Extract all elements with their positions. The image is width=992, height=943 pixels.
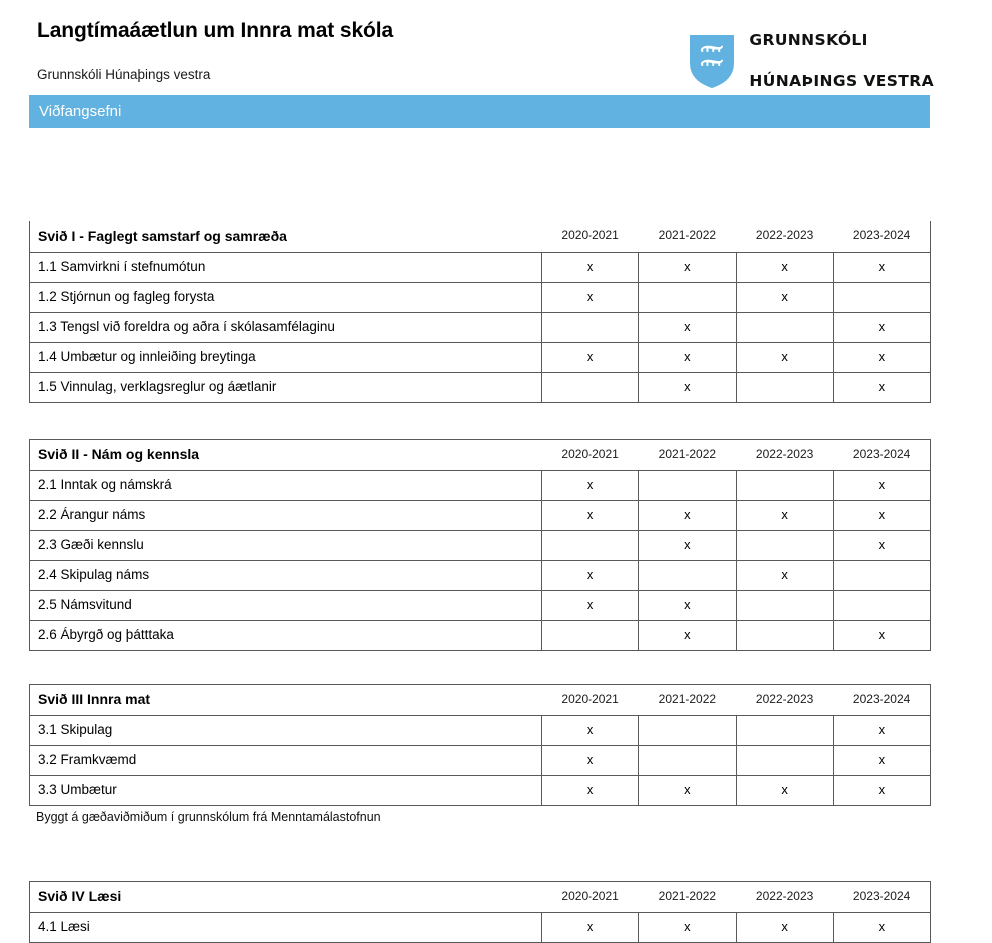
row-label: 4.1 Læsi <box>30 912 542 942</box>
mark-cell: x <box>833 342 930 372</box>
column-header-year-3: 2022-2023 <box>736 221 833 252</box>
column-header-year-2: 2021-2022 <box>639 684 736 715</box>
table-row <box>30 500 931 530</box>
column-header-year-4: 2023-2024 <box>833 439 930 470</box>
column-header-year-3: 2022-2023 <box>736 439 833 470</box>
section-table-1 <box>29 221 931 403</box>
mark-cell <box>639 745 736 775</box>
logo-line-1: GRUNNSKÓLI <box>749 31 868 50</box>
section-table-2 <box>29 439 931 651</box>
mark-cell <box>736 620 833 650</box>
mark-cell: x <box>833 500 930 530</box>
footnote: Byggt á gæðaviðmiðum í grunnskólum frá Menntamálastofnun <box>36 809 381 824</box>
mark-cell: x <box>736 500 833 530</box>
table-row <box>30 372 931 402</box>
row-label: 2.2 Árangur náms <box>30 500 542 530</box>
mark-cell: x <box>542 252 639 282</box>
section-title: Svið III Innra mat <box>30 684 542 715</box>
row-label: 2.5 Námsvitund <box>30 590 542 620</box>
mark-cell <box>833 560 930 590</box>
section-header-row <box>30 881 931 912</box>
mark-cell: x <box>542 912 639 942</box>
table-row <box>30 282 931 312</box>
mark-cell: x <box>833 715 930 745</box>
table-row <box>30 715 931 745</box>
table-row <box>30 560 931 590</box>
column-header-year-4: 2023-2024 <box>833 221 930 252</box>
mark-cell: x <box>542 715 639 745</box>
column-header-year-2: 2021-2022 <box>639 439 736 470</box>
table-row <box>30 620 931 650</box>
mark-cell: x <box>736 282 833 312</box>
mark-cell <box>639 282 736 312</box>
topic-bar-label: Viðfangsefni <box>39 103 122 120</box>
column-header-year-4: 2023-2024 <box>833 684 930 715</box>
mark-cell: x <box>736 252 833 282</box>
row-label: 1.3 Tengsl við foreldra og aðra í skólasamfélaginu <box>30 312 542 342</box>
table-row <box>30 912 931 942</box>
mark-cell: x <box>736 775 833 805</box>
section-header-row <box>30 439 931 470</box>
column-header-year-1: 2020-2021 <box>542 439 639 470</box>
row-label: 1.4 Umbætur og innleiðing breytinga <box>30 342 542 372</box>
mark-cell <box>736 745 833 775</box>
row-label: 1.1 Samvirkni í stefnumótun <box>30 252 542 282</box>
mark-cell <box>736 372 833 402</box>
section-header-row <box>30 221 931 252</box>
mark-cell <box>833 282 930 312</box>
mark-cell: x <box>639 620 736 650</box>
mark-cell: x <box>639 312 736 342</box>
mark-cell: x <box>833 912 930 942</box>
shield-icon <box>688 33 736 89</box>
mark-cell: x <box>833 312 930 342</box>
table-row <box>30 342 931 372</box>
section-title: Svið IV Læsi <box>30 881 542 912</box>
row-label: 1.5 Vinnulag, verklagsreglur og áætlanir <box>30 372 542 402</box>
table-row <box>30 470 931 500</box>
table-row <box>30 530 931 560</box>
mark-cell: x <box>542 590 639 620</box>
mark-cell: x <box>542 775 639 805</box>
mark-cell <box>542 620 639 650</box>
table-row <box>30 312 931 342</box>
mark-cell: x <box>833 620 930 650</box>
mark-cell: x <box>833 775 930 805</box>
row-label: 3.3 Umbætur <box>30 775 542 805</box>
mark-cell <box>736 530 833 560</box>
mark-cell: x <box>833 470 930 500</box>
section-spacer <box>0 824 992 881</box>
row-label: 2.1 Inntak og námskrá <box>30 470 542 500</box>
topic-bar <box>29 95 930 128</box>
section-table-3 <box>29 684 931 806</box>
document-header <box>0 0 992 93</box>
mark-cell: x <box>639 372 736 402</box>
school-subtitle: Grunnskóli Húnaþings vestra <box>37 67 211 82</box>
mark-cell <box>736 470 833 500</box>
row-label: 2.3 Gæði kennslu <box>30 530 542 560</box>
mark-cell: x <box>542 342 639 372</box>
mark-cell: x <box>542 282 639 312</box>
mark-cell: x <box>542 745 639 775</box>
column-header-year-3: 2022-2023 <box>736 881 833 912</box>
mark-cell: x <box>833 530 930 560</box>
row-label: 2.4 Skipulag náms <box>30 560 542 590</box>
column-header-year-3: 2022-2023 <box>736 684 833 715</box>
mark-cell <box>736 715 833 745</box>
mark-cell <box>833 590 930 620</box>
mark-cell: x <box>833 252 930 282</box>
table-row <box>30 745 931 775</box>
column-header-year-2: 2021-2022 <box>639 881 736 912</box>
row-label: 3.1 Skipulag <box>30 715 542 745</box>
mark-cell: x <box>736 560 833 590</box>
section-spacer <box>0 651 992 684</box>
table-row <box>30 590 931 620</box>
row-label: 3.2 Framkvæmd <box>30 745 542 775</box>
mark-cell: x <box>833 372 930 402</box>
column-header-year-1: 2020-2021 <box>542 221 639 252</box>
page-title: Langtímaáætlun um Innra mat skóla <box>37 19 394 42</box>
section-table-4 <box>29 881 931 943</box>
mark-cell: x <box>736 342 833 372</box>
mark-cell: x <box>639 500 736 530</box>
mark-cell: x <box>639 252 736 282</box>
mark-cell: x <box>542 560 639 590</box>
mark-cell: x <box>639 912 736 942</box>
mark-cell: x <box>639 342 736 372</box>
section-title: Svið I - Faglegt samstarf og samræða <box>30 221 542 252</box>
mark-cell <box>542 530 639 560</box>
column-header-year-2: 2021-2022 <box>639 221 736 252</box>
mark-cell: x <box>639 775 736 805</box>
mark-cell <box>736 590 833 620</box>
mark-cell <box>736 312 833 342</box>
mark-cell <box>639 470 736 500</box>
logo-line-2: HÚNAÞINGS VESTRA <box>749 72 934 91</box>
mark-cell <box>542 312 639 342</box>
mark-cell <box>639 715 736 745</box>
section-spacer <box>0 403 992 439</box>
mark-cell: x <box>542 470 639 500</box>
mark-cell: x <box>833 745 930 775</box>
section-title: Svið II - Nám og kennsla <box>30 439 542 470</box>
mark-cell: x <box>639 530 736 560</box>
table-row <box>30 775 931 805</box>
column-header-year-1: 2020-2021 <box>542 684 639 715</box>
mark-cell <box>542 372 639 402</box>
row-label: 2.6 Ábyrgð og þátttaka <box>30 620 542 650</box>
mark-cell <box>639 560 736 590</box>
section-header-row <box>30 684 931 715</box>
row-label: 1.2 Stjórnun og fagleg forysta <box>30 282 542 312</box>
mark-cell: x <box>736 912 833 942</box>
column-header-year-4: 2023-2024 <box>833 881 930 912</box>
column-header-year-1: 2020-2021 <box>542 881 639 912</box>
table-row <box>30 252 931 282</box>
mark-cell: x <box>639 590 736 620</box>
mark-cell: x <box>542 500 639 530</box>
